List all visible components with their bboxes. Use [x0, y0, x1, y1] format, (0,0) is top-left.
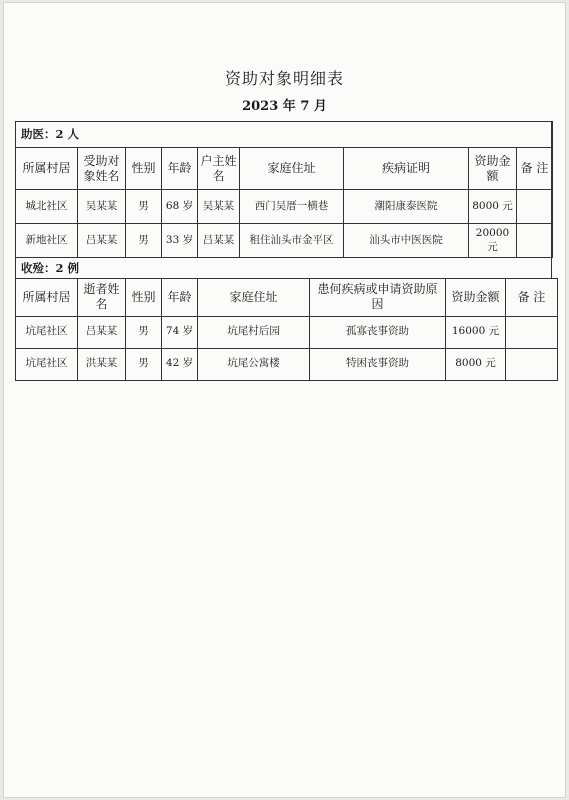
section-label-medical: 助医：2 人	[16, 122, 553, 148]
table-row	[16, 316, 558, 348]
cell-gender: 男	[126, 348, 162, 380]
col-header-recipient-name: 受助对象姓名	[78, 148, 126, 190]
col-header-address: 家庭住址	[240, 148, 344, 190]
col-header-remarks: 备 注	[517, 148, 553, 190]
cell-age: 33 岁	[162, 224, 198, 258]
cell-gender: 男	[126, 190, 162, 224]
col-header-age: 年龄	[162, 278, 198, 316]
cell-village: 坑尾社区	[16, 348, 78, 380]
col-header-remarks: 备 注	[506, 278, 558, 316]
cell-gender: 男	[126, 224, 162, 258]
col-header-gender: 性别	[126, 278, 162, 316]
cell-age: 68 岁	[162, 190, 198, 224]
col-header-amount: 资助金额	[446, 278, 506, 316]
cell-address: 坑尾公寓楼	[198, 348, 310, 380]
header-row	[16, 278, 558, 316]
cell-address: 西门吴厝一横巷	[240, 190, 344, 224]
cell-amount: 16000 元	[446, 316, 506, 348]
cell-village: 新地社区	[16, 224, 78, 258]
cell-amount: 8000 元	[469, 190, 517, 224]
cell-amount: 20000 元	[469, 224, 517, 258]
medical-aid-table	[15, 121, 553, 258]
cell-illness-proof: 潮阳康泰医院	[344, 190, 469, 224]
table-row	[16, 224, 553, 258]
cell-age: 42 岁	[162, 348, 198, 380]
cell-remarks	[517, 224, 553, 258]
cell-householder: 吴某某	[198, 190, 240, 224]
col-header-reason: 患何疾病或申请资助原因	[310, 278, 446, 316]
cell-amount: 8000 元	[446, 348, 506, 380]
table-row	[16, 190, 553, 224]
outer-border-right	[551, 121, 552, 278]
table-row	[16, 348, 558, 380]
col-header-illness-proof: 疾病证明	[344, 148, 469, 190]
document-title: 资助对象明细表	[224, 69, 344, 88]
header-row	[16, 148, 553, 190]
cell-remarks	[506, 316, 558, 348]
col-header-householder: 户主姓名	[198, 148, 240, 190]
col-header-village: 所属村居	[16, 148, 78, 190]
document-subtitle: 2023 年 7 月	[242, 99, 327, 114]
cell-gender: 男	[126, 316, 162, 348]
cell-reason: 孤寡丧事资助	[310, 316, 446, 348]
col-header-address: 家庭住址	[198, 278, 310, 316]
cell-address: 租住汕头市金平区	[240, 224, 344, 258]
cell-village: 城北社区	[16, 190, 78, 224]
col-header-deceased-name: 逝者姓名	[78, 278, 126, 316]
cell-name: 吴某某	[78, 190, 126, 224]
cell-reason: 特困丧事资助	[310, 348, 446, 380]
cell-age: 74 岁	[162, 316, 198, 348]
col-header-gender: 性别	[126, 148, 162, 190]
cell-address: 坑尾村后园	[198, 316, 310, 348]
cell-name: 洪某某	[78, 348, 126, 380]
cell-name: 吕某某	[78, 316, 126, 348]
cell-village: 坑尾社区	[16, 316, 78, 348]
col-header-amount: 资助金额	[469, 148, 517, 190]
section-label-funeral: 收殓：2 例	[16, 258, 558, 278]
col-header-village: 所属村居	[16, 278, 78, 316]
cell-illness-proof: 汕头市中医医院	[344, 224, 469, 258]
funeral-aid-table	[15, 258, 558, 381]
cell-householder: 吕某某	[198, 224, 240, 258]
cell-remarks	[517, 190, 553, 224]
cell-name: 吕某某	[78, 224, 126, 258]
cell-remarks	[506, 348, 558, 380]
col-header-age: 年龄	[162, 148, 198, 190]
